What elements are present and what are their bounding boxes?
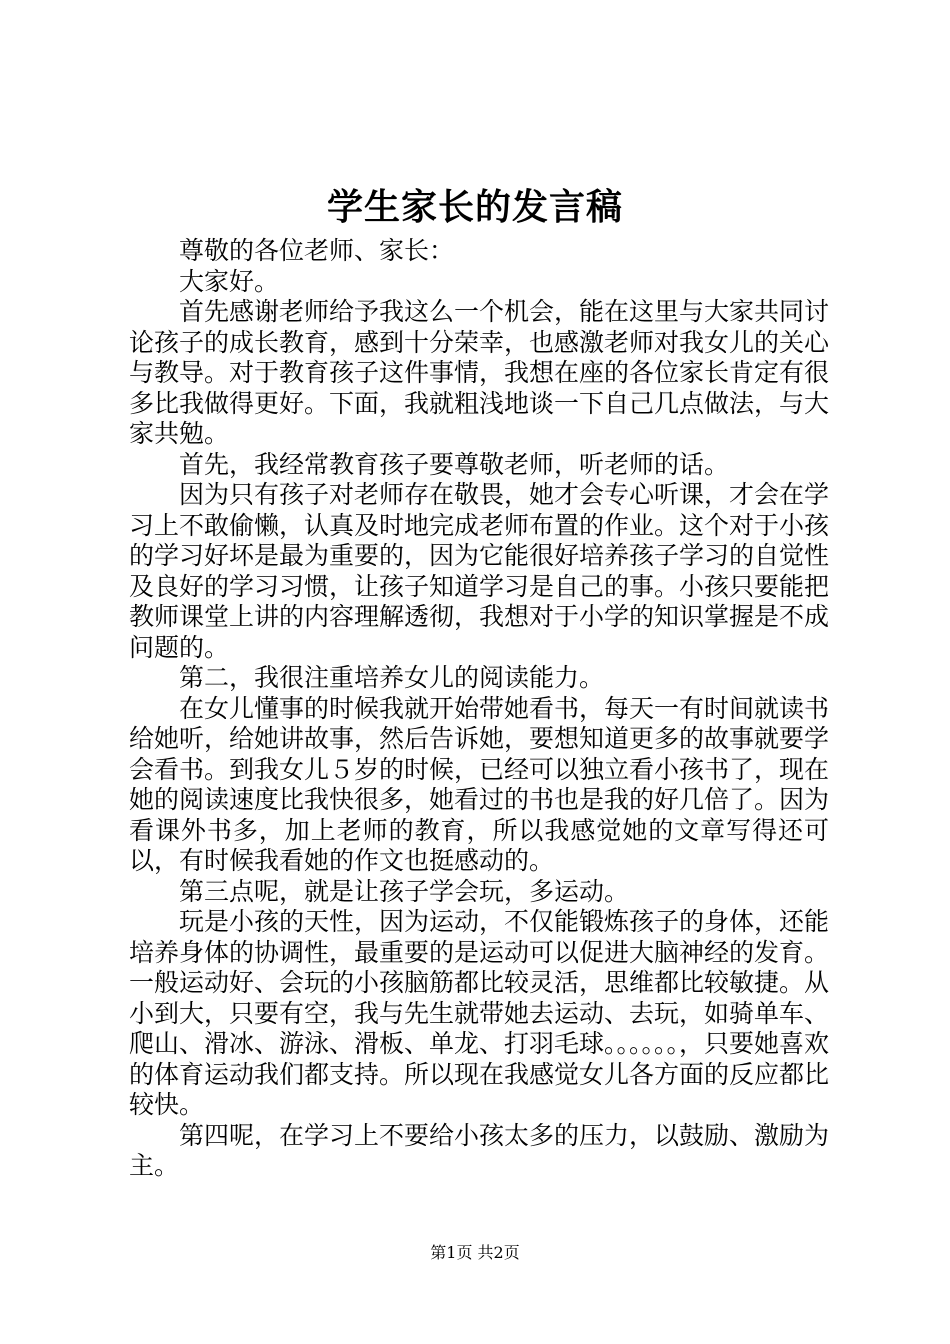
paragraph-point-4-heading: 第四呢，在学习上不要给小孩太多的压力，以鼓励、激励为主。 (129, 1120, 830, 1180)
paragraph-point-3-body: 玩是小孩的天性，因为运动，不仅能锻炼孩子的身体，还能培养身体的协调性，最重要的是运动可以促进大脑神经的发育。一般运动好、会玩的小孩脑筋都比较灵活，思维都比较敏捷。从小到大，只要有空，我与先生就带她去运动、去玩，如骑单车、爬山、滑冰、游泳、滑板、单龙、打羽毛球。。。。。。，只要她喜欢的体育运动我们都支持。所以现在我感觉女儿各方面的反应都比较快。 (129, 907, 830, 1119)
paragraph-salutation: 尊敬的各位老师、家长： (179, 236, 455, 265)
paragraph-point-2-heading: 第二，我很注重培养女儿的阅读能力。 (179, 663, 605, 692)
paragraph-point-1-body: 因为只有孩子对老师存在敬畏，她才会专心听课，才会在学习上不敢偷懒，认真及时地完成老师布置的作业。这个对于小孩的学习好坏是最为重要的，因为它能很好培养孩子学习的自觉性及良好的学习习惯，让孩子知道学习是自己的事。小孩只要能把教师课堂上讲的内容理解透彻，我想对于小学的知识掌握是不成问题的。 (129, 480, 830, 662)
document-title: 学生家长的发言稿 (326, 186, 623, 228)
paragraph-point-3-heading: 第三点呢，就是让孩子学会玩，多运动。 (179, 876, 630, 906)
paragraph-point-1-heading: 首先，我经常教育孩子要尊敬老师，听老师的话。 (179, 449, 730, 479)
document-body (129, 236, 829, 1182)
page-footer: 第1页 共2页 (430, 1243, 520, 1262)
paragraph-greeting: 大家好。 (179, 266, 280, 296)
paragraph-intro: 首先感谢老师给予我这么一个机会，能在这里与大家共同讨论孩子的成长教育，感到十分荣幸，也感激老师对我女儿的关心与教导。对于教育孩子这件事情，我想在座的各位家长肯定有很多比我做得更好。下面，我就粗浅地谈一下自己几点做法，与大家共勉。 (129, 297, 830, 448)
paragraph-point-2-body: 在女儿懂事的时候我就开始带她看书，每天一有时间就读书给她听，给她讲故事，然后告诉她，要想知道更多的故事就要学会看书。到我女儿５岁的时候，已经可以独立看小孩书了，现在她的阅读速度比我快很多，她看过的书也是我的好几倍了。因为看课外书多，加上老师的教育，所以我感觉她的文章写得还可以，有时候我看她的作文也挺感动的。 (129, 693, 830, 875)
